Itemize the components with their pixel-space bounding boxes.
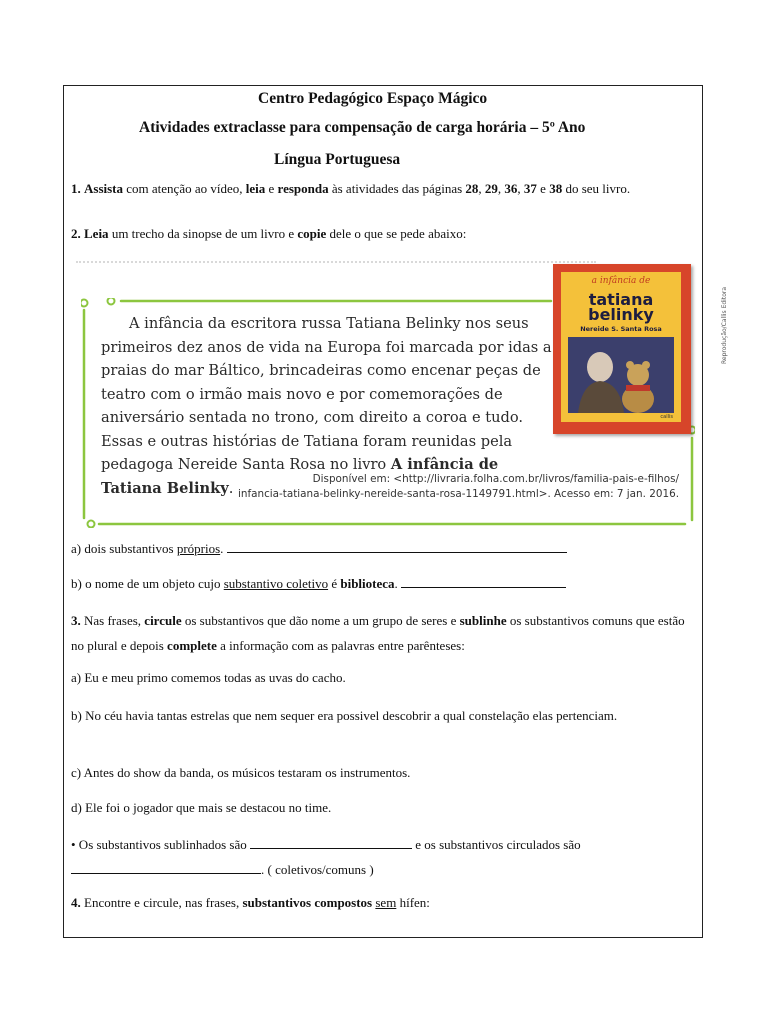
book-cover-publisher: callis bbox=[660, 414, 673, 420]
worksheet-page bbox=[63, 85, 728, 938]
question-2b: b) o nome de um objeto cujo substantivo coletivo é biblioteca. bbox=[71, 574, 692, 593]
subject-title: Língua Portuguesa bbox=[274, 151, 401, 168]
answer-line[interactable] bbox=[71, 861, 261, 874]
question-3c: c) Antes do show da banda, os músicos testaram os instrumentos. bbox=[71, 765, 411, 780]
book-cover-subtitle: a infância de bbox=[591, 276, 651, 286]
question-3b: b) No céu havia tantas estrelas que nem sequer era possivel descobrir a qual constelação elas pertenciam. bbox=[71, 708, 618, 723]
answer-line[interactable] bbox=[401, 575, 566, 588]
image-credit: Reprodução/Callis Editora bbox=[721, 286, 728, 364]
answer-line[interactable] bbox=[250, 836, 412, 849]
book-cover-photo bbox=[568, 337, 674, 413]
question-4: 4. Encontre e circule, nas frases, substantivos compostos sem hífen: bbox=[71, 895, 430, 910]
excerpt-source: Disponível em: <http://livraria.folha.com.br/livros/familia-pais-e-filhos/ infancia-tatiana-belinky-nereide-santa-rosa-1149791.html>. Acesso em: 7 jan. 2016. bbox=[237, 473, 679, 500]
activities-title: Atividades extraclasse para compensação de carga horária – 5º Ano bbox=[139, 119, 586, 136]
book-cover-title: tatiana belinky bbox=[588, 290, 654, 324]
excerpt-text: A infância da escritora russa Tatiana Belinky nos seus primeiros dez anos de vida na Europa foi marcada por idas a praias do mar Báltico, brincadeiras como encenar peças de teatro com o irmão mais novo e por comemorações de aniversário sentada no trono, com direito a coroa e tudo. Essas e outras histórias de Tatiana foram reunidas pela pedagoga Nereide Santa Rosa no livro A infância de Tatiana Belinky. bbox=[101, 315, 552, 497]
faded-divider bbox=[76, 261, 596, 263]
question-3-completion: • Os substantivos sublinhados são e os substantivos circulados são . ( coletivos/comuns ) bbox=[71, 837, 581, 877]
school-name: Centro Pedagógico Espaço Mágico bbox=[258, 90, 488, 107]
question-1: 1. Assista com atenção ao vídeo, leia e responda às atividades das páginas 28, 29, 36, 37 e 38 do seu livro. bbox=[71, 181, 631, 196]
question-3d: d) Ele foi o jogador que mais se destacou no time. bbox=[71, 800, 332, 815]
question-3a: a) Eu e meu primo comemos todas as uvas do cacho. bbox=[71, 670, 346, 685]
question-3: 3. Nas frases, circule os substantivos que dão nome a um grupo de seres e sublinhe os substantivos comuns que estão no plural e depois complete a informação com as palavras entre parênteses: bbox=[71, 613, 685, 653]
question-2a: a) dois substantivos próprios. bbox=[71, 539, 692, 558]
book-excerpt bbox=[71, 254, 728, 529]
question-2: 2. Leia um trecho da sinopse de um livro e copie dele o que se pede abaixo: bbox=[71, 226, 467, 241]
book-cover-image bbox=[553, 264, 691, 434]
answer-line[interactable] bbox=[227, 540, 567, 553]
book-cover-author: Nereide S. Santa Rosa bbox=[580, 325, 662, 333]
